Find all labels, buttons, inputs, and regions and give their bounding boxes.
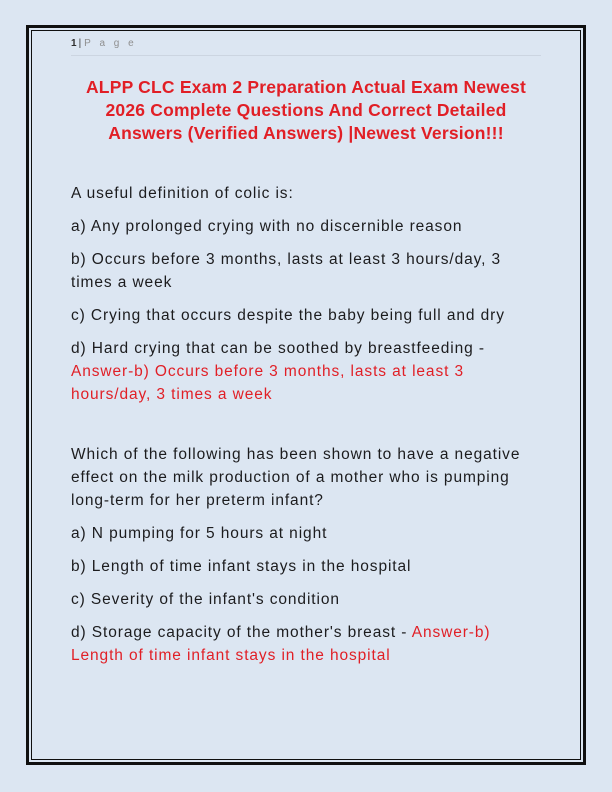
page-header-label: P a g e xyxy=(84,38,137,49)
question-2-text: Which of the following has been shown to have a negative effect on the milk production of a mother who is pumping long-term for her preterm infant? xyxy=(71,446,521,509)
page-number: 1 xyxy=(71,38,77,49)
question-2-option-a: a) N pumping for 5 hours at night xyxy=(71,525,328,542)
question-spacer xyxy=(71,416,541,443)
question-1-option-d-with-answer xyxy=(71,337,541,406)
question-2-option-c: c) Severity of the infant's condition xyxy=(71,591,340,608)
page-border-frame xyxy=(26,25,586,765)
question-1-answer: Answer-b) Occurs before 3 months, lasts at least 3 hours/day, 3 times a week xyxy=(71,363,465,403)
document-title: ALPP CLC Exam 2 Preparation Actual Exam Newest 2026 Complete Questions And Correct Detailed Answers (Verified Answers) |Newest Version!!! xyxy=(85,77,527,143)
page-content-area xyxy=(31,30,581,760)
question-2-option-b: b) Length of time infant stays in the hospital xyxy=(71,558,412,575)
question-block-1 xyxy=(71,182,541,406)
document-body xyxy=(71,182,541,667)
question-block-2 xyxy=(71,443,541,667)
page-header-separator: | xyxy=(78,38,82,49)
question-1-option-c: c) Crying that occurs despite the baby being full and dry xyxy=(71,307,505,324)
question-1-text: A useful definition of colic is: xyxy=(71,185,294,202)
question-2-answer: Answer-b) Length of time infant stays in the hospital xyxy=(71,624,491,664)
question-1-option-d: d) Hard crying that can be soothed by breastfeeding - xyxy=(71,340,485,357)
question-1-option-a: a) Any prolonged crying with no discernible reason xyxy=(71,218,463,235)
question-2-option-d-with-answer xyxy=(71,621,541,667)
question-1-option-b: b) Occurs before 3 months, lasts at least 3 hours/day, 3 times a week xyxy=(71,251,502,291)
page-header xyxy=(71,37,541,56)
question-2-option-d: d) Storage capacity of the mother's breast - xyxy=(71,624,412,641)
